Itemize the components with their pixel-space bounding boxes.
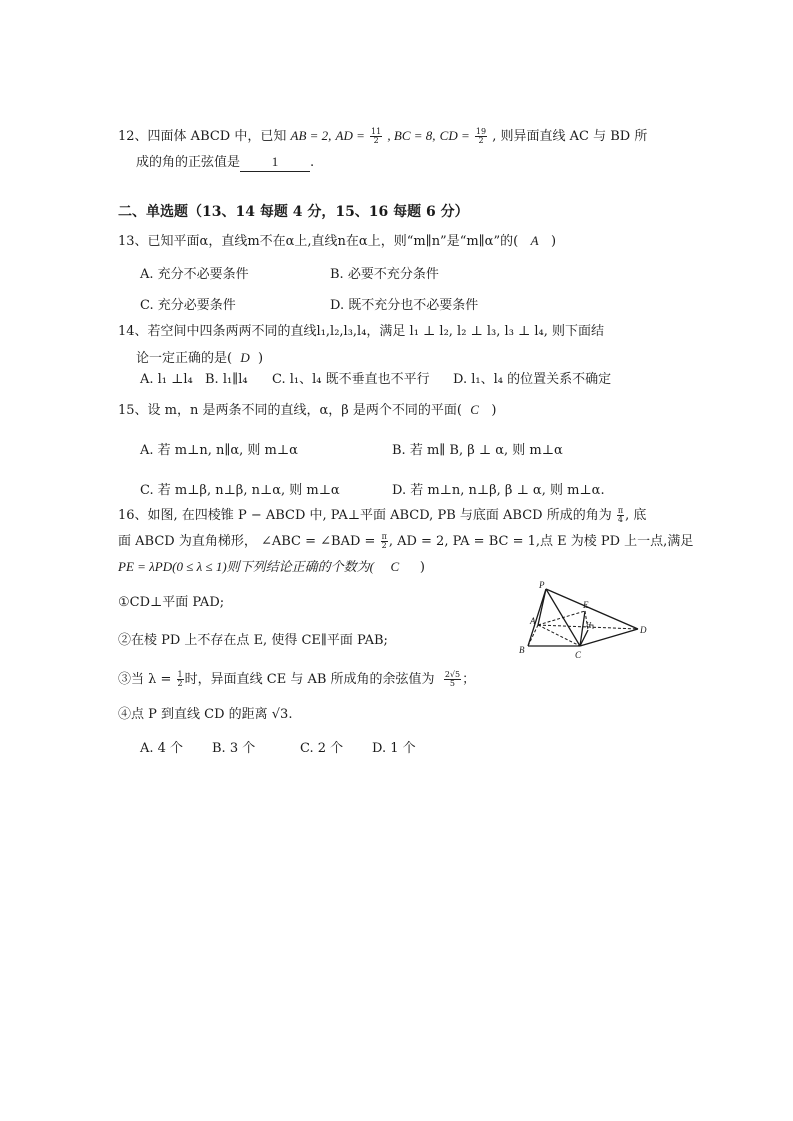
q15-option-a: A. 若 m⊥n, n∥α, 则 m⊥α (140, 443, 298, 458)
q14-stem: 14、若空间中四条两两不同的直线l₁,l₂,l₃,l₄，满足 l₁ ⊥ l₂, l₂ ⊥ l₃, l₃ ⊥ l₄, 则下面结 (118, 324, 605, 339)
q13-option-d: D. 既不充分也不必要条件 (330, 298, 479, 313)
q16-stem-1: 16、如图, 在四棱锥 P − ABCD 中, PA⊥平面 ABCD, PB 与底面 ABCD 所成的角为 $\frac{\pi}{4}$ , 底 (118, 506, 647, 524)
q13-option-a: A. 充分不必要条件 (140, 267, 249, 282)
q14-option-d: D. l₁、l₄ 的位置关系不确定 (453, 372, 612, 387)
fraction-pi-4: $\frac{\pi}{4}$ (617, 506, 624, 524)
fraction-cd: $\frac{19}{2}$ (475, 127, 487, 145)
q16-statement-2: ②在棱 PD 上不存在点 E, 使得 CE∥平面 PAB; (118, 633, 388, 648)
q14-answer: D (240, 350, 250, 365)
label-b: B (519, 645, 525, 655)
q16-option-d: D. 1 个 (372, 741, 416, 756)
q12-line1: 12、四面体 ABCD 中，已知 AB = 2, AD = $\frac{11}{2}$ , BC = 8, CD = $\frac{19}{2}$ , 则异面直线 AC 与 BD 所 (118, 127, 648, 145)
q16-answer: C (390, 559, 400, 574)
q15-option-d: D. 若 m⊥n, n⊥β, β ⊥ α, 则 m⊥α. (392, 483, 605, 498)
q14-option-a: A. l₁ ⊥l₄ (140, 372, 193, 387)
label-p: P (539, 580, 545, 590)
q15-option-b: B. 若 m∥ B, β ⊥ α, 则 m⊥α (392, 443, 563, 458)
q15-option-c: C. 若 m⊥β, n⊥β, n⊥α, 则 m⊥α (140, 483, 340, 498)
edge-cd (580, 629, 638, 646)
fraction-lambda: $\frac{1}{2}$ (177, 670, 183, 688)
q12-line2: 成的角的正弦值是 1 . (136, 154, 315, 170)
label-a: A (530, 616, 536, 626)
fraction-pi-2: $\frac{\pi}{2}$ (381, 532, 387, 550)
q15-stem: 15、设 m，n 是两条不同的直线，α，β 是两个不同的平面( C ) (118, 402, 497, 418)
section-heading: 二、单选题（13、14 每题 4 分，15、16 每题 6 分） (118, 204, 469, 220)
q13-answer: A (530, 233, 539, 248)
q16-statement-3: ③当 λ = $\frac{1}{2}$ 时，异面直线 CE 与 AB 所成角的余弦值为 $\frac{2√5}{5}$ ； (118, 670, 476, 688)
label-c: C (575, 650, 582, 660)
q16-statement-4: ④点 P 到直线 CD 的距离 √3. (118, 707, 293, 722)
q16-option-a: A. 4 个 (140, 741, 184, 756)
q16-option-c: C. 2 个 (300, 741, 344, 756)
fraction-ad: $\frac{11}{2}$ (371, 127, 382, 145)
q14-option-c: C. l₁、l₄ 既不垂直也不平行 (272, 372, 430, 387)
q13-option-b: B. 必要不充分条件 (330, 267, 439, 282)
pyramid-figure (510, 578, 660, 662)
edge-ae (538, 611, 585, 625)
q12-answer-blank: 1 (240, 153, 310, 172)
label-h: H (586, 621, 592, 629)
q13-stem: 13、已知平面α，直线m不在α上,直线n在α上，则“m∥n”是“m∥α”的( A ) (118, 233, 557, 249)
label-e: E (583, 600, 589, 610)
q16-stem-3: PE = λPD(0 ≤ λ ≤ 1)则下列结论正确的个数为( C ) (118, 559, 425, 575)
q14-option-b: B. l₁∥l₄ (205, 372, 248, 387)
q15-answer: C (470, 402, 479, 417)
edge-pd (546, 589, 638, 629)
q16-stem-2: 面 ABCD 为直角梯形， ∠ABC = ∠BAD = $\frac{\pi}{2}$ , AD = 2, PA = BC = 1,点 E 为棱 PD 上一点,满足 (118, 532, 694, 550)
q16-statement-1: ①CD⊥平面 PAD; (118, 595, 225, 610)
q16-option-b: B. 3 个 (212, 741, 256, 756)
q13-option-c: C. 充分必要条件 (140, 298, 236, 313)
q14-stem-2: 论一定正确的是( D ) (136, 350, 264, 366)
fraction-cos: $\frac{2√5}{5}$ (444, 670, 461, 688)
label-d: D (640, 625, 647, 635)
